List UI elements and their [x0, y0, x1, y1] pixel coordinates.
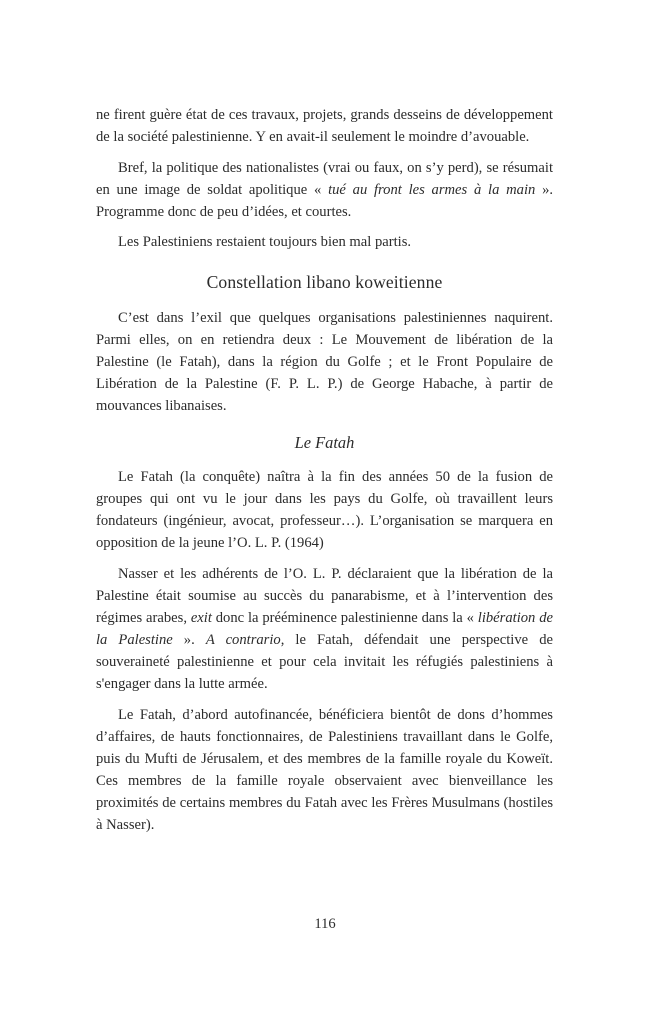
paragraph-nasser-text-1: Nasser et les adhérents de l’O. L. P. déclaraient que la libération de la Palestine était soumise au succès du panarabisme, et à l’intervention des régimes arabes, [96, 565, 553, 627]
sub-heading-le-fatah: Le Fatah [294, 433, 355, 453]
paragraph-nasser-text-3: ». [172, 632, 206, 649]
paragraph-exil: C’est dans l’exil que quelques organisations palestiniennes naquirent. Parmi elles, on en retiendra deux : Le Mouvement de libération de la Palestine (le Fatah), dans la région du Golfe ; et le Front Populaire de Libération de la Palestine (F. P. L. P.) de George Habache, à partir de mouvances libanaises. [96, 309, 553, 414]
paragraph-palestiniens: Les Palestiniens restaient toujours bien mal partis. [118, 234, 412, 251]
paragraph-nasser-italic-a-contrario: A contrario [205, 632, 281, 649]
paragraph-autofinancee: Le Fatah, d’abord autofinancée, bénéficiera bientôt de dons d’hommes d’affaires, de hauts fonctionnaires, de Palestiniens travaillant dans le Golfe, puis du Mufti de Jérusalem, et des membres de la famille royale du Koweït. Ces membres de la famille royale observaient avec bienveillance les proximités de certains membres du Fatah avec les Frères Musulmans (hostiles à Nasser). [96, 706, 553, 834]
text-column [96, 104, 553, 837]
paragraph-conquete: Le Fatah (la conquête) naîtra à la fin des années 50 de la fusion de groupes qui ont vu le jour dans les pays du Golfe, où travaillent leurs fondateurs (ingénieur, avocat, professeur…). L’organisation se marquera en opposition de la jeune l’O. L. P. (1964) [96, 469, 553, 552]
paragraph-bref-text-2: ». Programme donc de peu d’idées, et courtes. [96, 181, 554, 220]
paragraph-bref-text-1: Bref, la politique des nationalistes (vrai ou faux, on s’y perd), se résumait en une image de soldat apolitique « [96, 159, 553, 198]
section-heading-block [96, 270, 553, 294]
sub-heading-block [96, 432, 553, 454]
section-heading-constellation: Constellation libano koweitienne [206, 271, 443, 292]
paragraph-nasser-text-4: , le Fatah, défendait une perspective de souveraineté palestinienne et pour cela invitait les réfugiés palestiniens à s'engager dans la lutte armée. [96, 632, 553, 693]
paragraph-continuation: ne firent guère état de ces travaux, projets, grands desseins de développement de la société palestinienne. Y en avait-il seulement le moindre d’avouable. [96, 107, 553, 146]
paragraph-bref-quote-italic: tué au front les armes à la main [328, 181, 536, 198]
paragraph-nasser-italic-liberation: libération de la Palestine [96, 610, 553, 649]
page-number: 116 [314, 916, 336, 932]
paragraph-bref [96, 157, 553, 223]
paragraph-nasser-text-2: donc la prééminence palestinienne dans la « [211, 610, 478, 627]
paragraph-nasser [96, 563, 553, 696]
paragraph-nasser-italic-exit: exit [190, 610, 212, 627]
